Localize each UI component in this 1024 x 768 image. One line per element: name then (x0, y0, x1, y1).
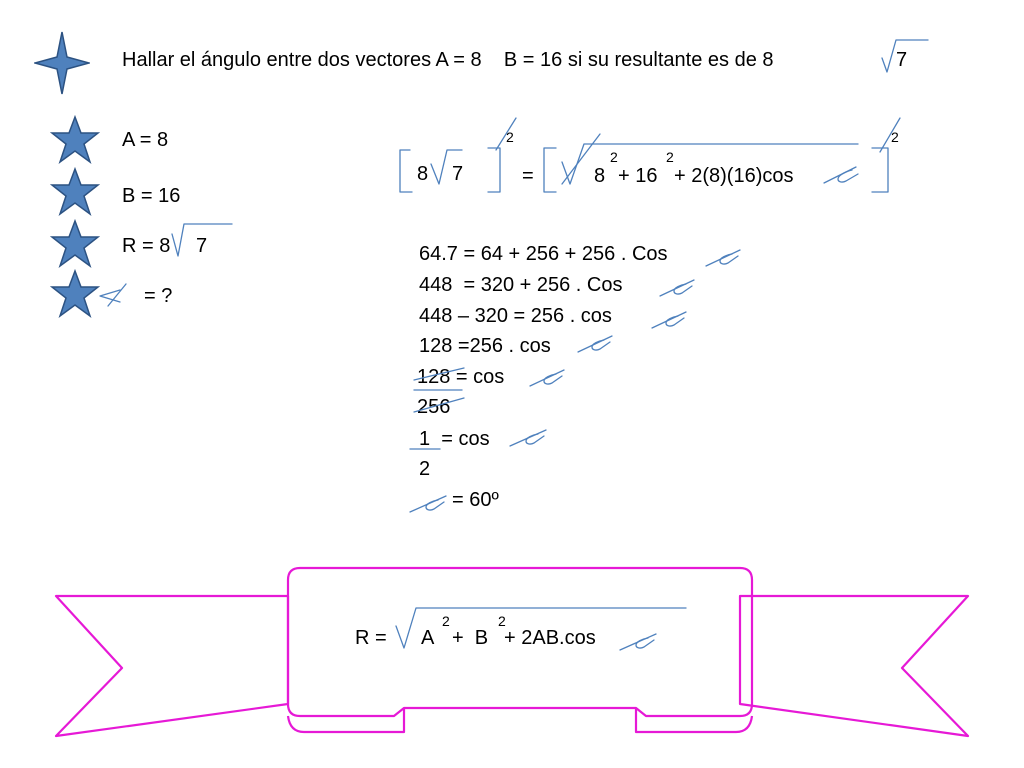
formula-exp-b: 2 (498, 613, 506, 629)
step-5: 128 = cos (417, 366, 505, 388)
problem-statement: Hallar el ángulo entre dos vectores A = 8 B = 16 si su resultante es de 8 (122, 49, 774, 71)
eq-right-exp-8: 2 (610, 149, 618, 165)
eq-right-exp-16: 2 (666, 149, 674, 165)
square-root-icon (562, 144, 858, 184)
exponent-strike (496, 118, 516, 150)
given-r-radicand: 7 (196, 235, 208, 257)
step-4: 128 =256 . cos (419, 335, 551, 357)
step-8: 2 (419, 458, 431, 480)
formula-prefix: R = (355, 627, 387, 649)
eq-right-exponent: 2 (891, 129, 899, 145)
given-a: A = 8 (122, 129, 169, 151)
problem-radicand: 7 (896, 49, 908, 71)
square-root-icon (882, 40, 928, 72)
strike-256 (414, 398, 464, 412)
eq-right-16: + 16 (618, 165, 658, 187)
eq-left-exponent: 2 (506, 129, 514, 145)
right-bracket-close (872, 148, 888, 192)
alpha-symbol-icon (838, 170, 858, 182)
left-bracket-open (400, 150, 412, 192)
strike-128 (414, 368, 464, 380)
formula-tail: + 2AB.cos (504, 627, 596, 649)
formula-exp-a: 2 (442, 613, 450, 629)
eq-left-coef: 8 (417, 163, 429, 185)
eq-left-radicand: 7 (452, 163, 464, 185)
unknown-alpha: = ? (144, 285, 173, 307)
step-3: 448 – 320 = 256 . cos (419, 305, 612, 327)
left-bracket-close (488, 148, 500, 192)
square-root-icon (431, 150, 462, 184)
formula-b: + B (452, 627, 489, 649)
given-r: R = 8 (122, 235, 171, 257)
step-7: 1 = cos (419, 428, 490, 450)
step-2: 448 = 320 + 256 . Cos (419, 274, 623, 296)
formula-a: A (421, 627, 435, 649)
eq-right-tail: + 2(8)(16)cos (674, 165, 794, 187)
given-b: B = 16 (122, 185, 181, 207)
radical-strike (562, 134, 600, 184)
exponent-strike (880, 118, 900, 152)
square-root-icon (172, 224, 232, 256)
alpha-symbol-icon (824, 167, 856, 183)
ribbon-banner (56, 568, 968, 736)
step-9: = 60º (452, 489, 499, 511)
eq-right-8: 8 (594, 165, 606, 187)
step-1: 64.7 = 64 + 256 + 256 . Cos (419, 243, 668, 265)
step-6: 256 (417, 396, 451, 418)
right-bracket-open (544, 148, 556, 192)
eq-equals: = (522, 165, 534, 187)
square-root-icon (396, 608, 686, 648)
